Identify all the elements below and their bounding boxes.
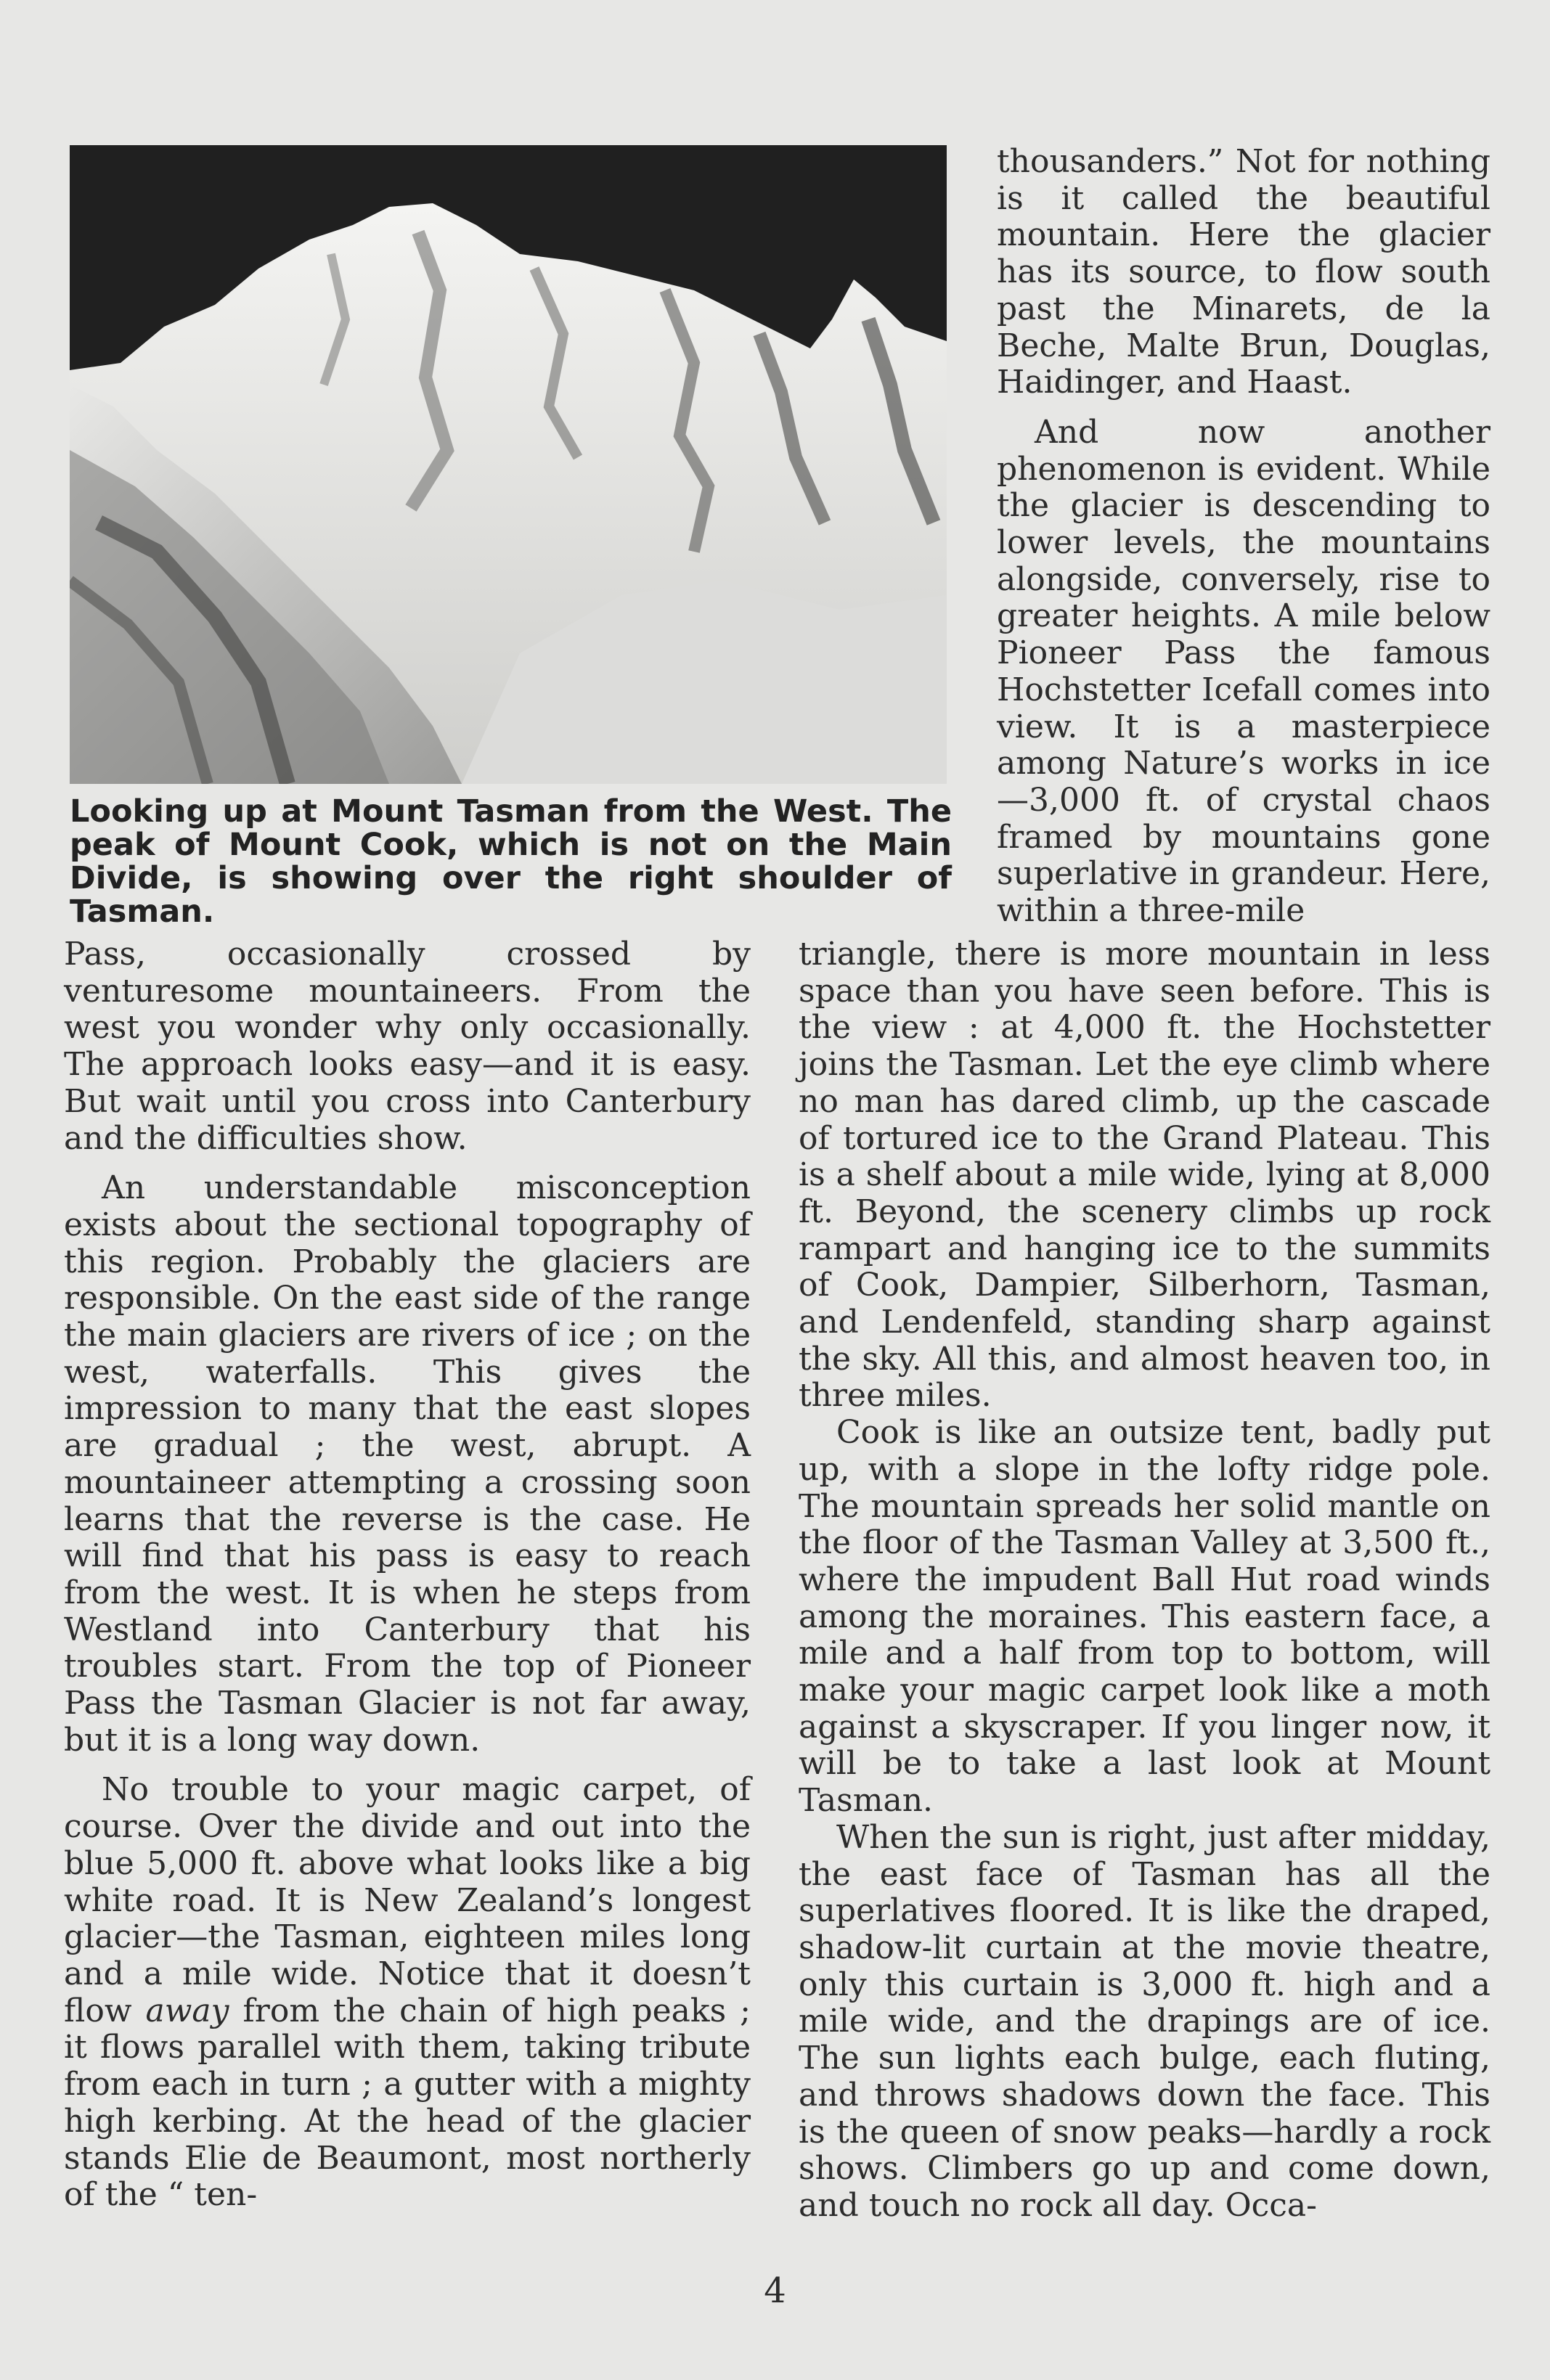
- paragraph: [64, 1772, 751, 2213]
- paragraph: thousanders.” Not for nothing is it called the beautiful mountain. Here the glacier has its source, to flow south past the Minarets, de la Beche, Malte Brun, Douglas, Haidinger, and Haast.: [997, 143, 1490, 401]
- text-run: No trouble to your magic carpet, of course. Over the divide and out into the blue 5,000 ft. above what looks like a big white road. It is New Zealand’s longest glacier—the Tasman, eighteen miles long and a mile wide. Notice that it doesn’t flow: [64, 1771, 751, 2029]
- paragraph: Pass, occasionally crossed by venturesome mountaineers. From the west you wonder why only occasionally. The approach looks easy—and it is easy. But wait until you cross into Canterbury and the difficulties show.: [64, 936, 751, 1157]
- right-column-top: [997, 144, 1490, 930]
- text-run: from the chain of high peaks ; it flows parallel with them, taking tribute from each in turn ; a gutter with a mighty high kerbing. At the head of the glacier stands Elie de Beaumont, most northerly of the “ ten-: [64, 1992, 751, 2214]
- mountain-photo: [70, 145, 947, 784]
- left-column: [64, 936, 751, 2214]
- paragraph: When the sun is right, just after midday, the east face of Tasman has all the superlatives floored. It is like the draped, shadow-lit curtain at the movie theatre, only this curtain is 3,000 ft. high and a mile wide, and the drapings are of ice. The sun lights each bulge, each fluting, and throws shadows down the face. This is the queen of snow peaks—hardly a rock shows. Climbers go up and come down, and touch no rock all day. Occa-: [799, 1818, 1490, 2224]
- paragraph: An understandable misconception exists about the sectional topography of this region. Probably the glaciers are responsible. On the east side of the range the main glaciers are rivers of ice ; on the west, waterfalls. This gives the impression to many that the east slopes are gradual ; the west, abrupt. A mountaineer attempting a crossing soon learns that the reverse is the case. He will find that his pass is easy to reach from the west. It is when he steps from Westland into Canterbury that his troubles start. From the top of Pioneer Pass the Tasman Glacier is not far away, but it is a long way down.: [64, 1169, 751, 1759]
- page-number: 4: [764, 2270, 786, 2311]
- paragraph: triangle, there is more mountain in less space than you have seen before. This is the view : at 4,000 ft. the Hochstetter joins the Tasman. Let the eye climb where no man has dared climb, up the cascade of tortured ice to the Grand Plateau. This is a shelf about a mile wide, lying at 8,000 ft. Beyond, the scenery climbs up rock rampart and hanging ice to the summits of Cook, Dampier, Silberhorn, Tasman, and Lendenfeld, standing sharp against the sky. All this, and almost heaven too, in three miles.: [799, 936, 1490, 1415]
- paragraph: Cook is like an outsize tent, badly put up, with a slope in the lofty ridge pole. The mountain spreads her solid mantle on the floor of the Tasman Valley at 3,500 ft., where the impudent Ball Hut road winds among the moraines. This eastern face, a mile and a half from top to bottom, will make your magic carpet look like a moth against a skyscraper. If you linger now, it will be to take a last look at Mount Tasman.: [799, 1414, 1490, 1820]
- right-column: [799, 936, 1490, 2225]
- paragraph: And now another phenomenon is evident. While the glacier is descending to lower levels, the mountains alongside, conversely, rise to greater heights. A mile below Pioneer Pass the famous Hochstetter Icefall comes into view. It is a masterpiece among Nature’s works in ice—3,000 ft. of crystal chaos framed by mountains gone superlative in grandeur. Here, within a three-mile: [997, 413, 1490, 930]
- emphasis: away: [145, 1992, 229, 2029]
- photo-caption: Looking up at Mount Tasman from the West. The peak of Mount Cook, which is not on the Main Divide, is showing over the right shoulder of Tasman.: [70, 793, 952, 930]
- mount-tasman-image: [70, 145, 947, 784]
